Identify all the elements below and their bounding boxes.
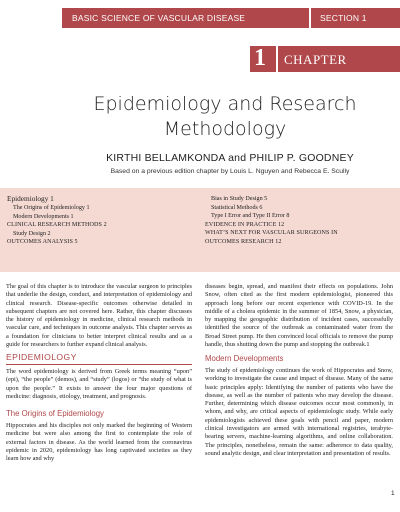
toc-column-right [205, 195, 338, 247]
chapter-divider [276, 46, 278, 72]
toc-item[interactable]: Statistical Methods 6 [211, 204, 263, 211]
authors: KIRTHI BELLAMKONDA and PHILIP P. GOODNEY [106, 152, 354, 164]
modern-developments-paragraph: The study of epidemiology continues the work of Hippocrates and Snow, working to investigate the cause and impact of disease. Many of the same basic principles apply: Identifying the number of patients who have the disease, as well as the number of patients who may develop the disease. Further, determining which disease outcomes occur most commonly, in whom, and why, are critical aspects of epidemiologic study. While early epidemiologists achieved these goals with pencil and paper, modern clinical investigators are armed with international registries, terabyte-bearing servers, machine-learning algorithms, and online collaboration. The principles, nonetheless, remain the same: adherence to data quality, sound analytic design, and clear interpretation and presentation of results. [205, 367, 393, 457]
chapter-title [60, 92, 390, 142]
section-title: BASIC SCIENCE OF VASCULAR DISEASE [72, 13, 246, 23]
section-banner [62, 8, 400, 28]
right-column-paragraph: diseases begin, spread, and manifest their effects on populations. John Snow, often cited as the first modern epidemiologist, pioneered this approach long before our recent experience with COVID-19. In the middle of a cholera epidemic in the summer of 1854, Snow, a physician, by mapping the geographic distribution of incident cases, successfully identified the source of the outbreak as contaminated water from the Broad Street pump. He then convinced local officials to remove the pump handle, thus shutting down the pump and stopping the outbreak.1 [205, 283, 393, 349]
epidemiology-heading: EPIDEMIOLOGY [6, 352, 77, 362]
page-number: 1 [391, 490, 395, 497]
toc-item[interactable]: CLINICAL RESEARCH METHODS 2 [7, 222, 107, 229]
toc-item[interactable]: Bias in Study Design 5 [211, 196, 268, 202]
chapter-label: CHAPTER [284, 52, 347, 67]
banner-divider [309, 8, 311, 28]
chapter-bar [250, 46, 400, 72]
toc-item[interactable]: EVIDENCE IN PRACTICE 12 [205, 221, 285, 228]
toc-item[interactable]: Study Design 2 [13, 230, 51, 237]
intro-paragraph: The goal of this chapter is to introduce the vascular surgeon to principles that underlie the design, conduct, and interpretation of epidemiology and clinical research. Disease-specific outcomes otherwise detailed in subsequent chapters are not covered here. Rather, this chapter discusses the history of epidemiology in medicine, clinical research methods in vascular care, and techniques in outcome analysis. This chapter serves as a foundation for clinicians to better interpret clinical results and as a guide for researchers to further expand clinical analysis. [6, 283, 192, 349]
toc-column-left [7, 195, 107, 247]
toc-item[interactable]: OUTCOMES RESEARCH 12 [205, 238, 282, 245]
chapter-title-line-1: Epidemiology and Research [93, 93, 357, 115]
based-on-note: Based on a previous edition chapter by Louis L. Nguyen and Rebecca E. Scully [110, 168, 350, 175]
modern-developments-heading: Modern Developments [205, 354, 284, 363]
origins-paragraph: Hippocrates and his disciples not only marked the beginning of Western medicine but were also among the first to contemplate the role of external factors in disease. As the world learned from the coronavirus epidemic in 2020, epidemiology has long captivated societies as they learn how and why [6, 422, 192, 463]
table-of-contents [0, 188, 400, 272]
heading-rule [6, 364, 192, 365]
toc-item[interactable]: Epidemiology 1 [7, 194, 54, 203]
toc-item[interactable]: Type I Error and Type II Error 8 [211, 213, 290, 220]
section-label: SECTION 1 [320, 13, 367, 23]
origins-heading: The Origins of Epidemiology [6, 409, 104, 418]
toc-item[interactable]: OUTCOMES ANALYSIS 5 [7, 239, 78, 246]
toc-item[interactable]: The Origins of Epidemiology 1 [13, 205, 90, 212]
toc-item[interactable]: WHAT’S NEXT FOR VASCULAR SURGEONS IN [205, 230, 338, 237]
epidemiology-paragraph: The word epidemiology is derived from Greek terms meaning “upon” (epi), “the people” (demos), and “study” (logos) or “the study of what is upon the people.” It exists to answer the four major questions of medicine: diagnosis, etiology, treatment, and prognosis. [6, 368, 192, 400]
toc-item[interactable]: Modern Developments 1 [13, 213, 74, 220]
chapter-number: 1 [254, 45, 266, 71]
chapter-title-line-2: Methodology [163, 118, 287, 140]
